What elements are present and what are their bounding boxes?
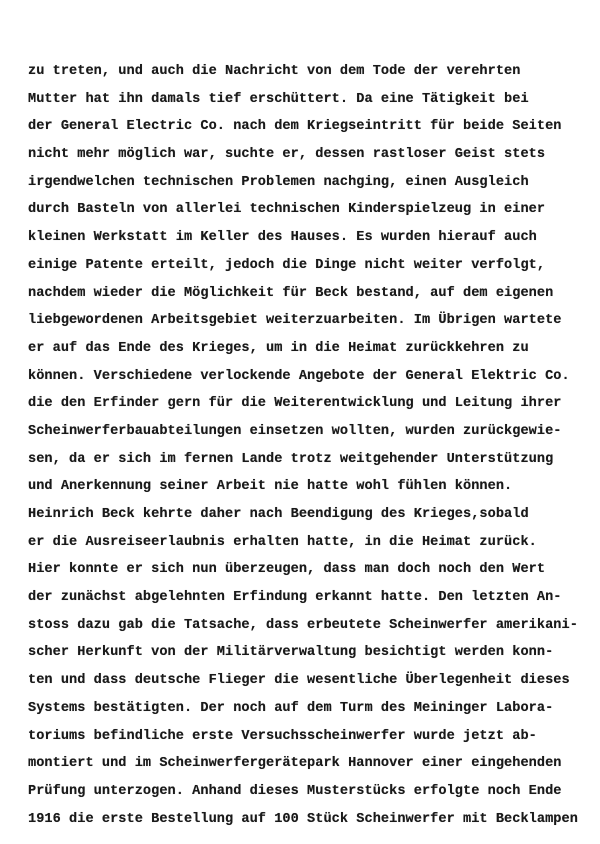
- text-line: sen, da er sich im fernen Lande trotz weitgehender Unterstützung: [28, 451, 554, 467]
- text-line: er die Ausreiseerlaubnis erhalten hatte, in die Heimat zurück.: [28, 534, 537, 550]
- text-line: einige Patente erteilt, jedoch die Dinge nicht weiter verfolgt,: [28, 257, 546, 273]
- text-line: Mutter hat ihn damals tief erschüttert. Da eine Tätigkeit bei: [28, 91, 529, 107]
- text-line: 1916 die erste Bestellung auf 100 Stück Scheinwerfer mit Becklampen: [28, 811, 578, 827]
- text-line: scher Herkunft von der Militärverwaltung besichtigt werden konn-: [28, 645, 554, 661]
- text-line: der General Electric Co. nach dem Kriegseintritt für beide Seiten: [28, 119, 562, 135]
- text-line: durch Basteln von allerlei technischen Kinderspielzeug in einer: [28, 202, 546, 218]
- text-line: nicht mehr möglich war, suchte er, dessen rastloser Geist stets: [28, 147, 546, 163]
- text-line: Systems bestätigten. Der noch auf dem Turm des Meininger Labora-: [28, 700, 554, 716]
- text-line: stoss dazu gab die Tatsache, dass erbeutete Scheinwerfer amerikani-: [28, 617, 578, 633]
- text-line: toriums befindliche erste Versuchsscheinwerfer wurde jetzt ab-: [28, 728, 537, 744]
- text-line: Hier konnte er sich nun überzeugen, dass man doch noch den Wert: [28, 562, 546, 578]
- text-line: Heinrich Beck kehrte daher nach Beendigung des Krieges,sobald: [28, 507, 529, 522]
- text-line: und Anerkennung seiner Arbeit nie hatte wohl fühlen können.: [28, 479, 513, 495]
- body-text: [28, 58, 588, 833]
- text-line: zu treten, und auch die Nachricht von dem Tode der verehrten: [28, 64, 521, 79]
- text-line: montiert und im Scheinwerfergerätepark Hannover einer eingehenden: [28, 756, 562, 772]
- text-line: ten und dass deutsche Flieger die wesentliche Überlegenheit dieses: [28, 673, 570, 689]
- text-line: Scheinwerferbauabteilungen einsetzen wollten, wurden zurückgewie-: [28, 423, 562, 439]
- text-line: kleinen Werkstatt im Keller des Hauses. Es wurden hierauf auch: [28, 230, 537, 246]
- text-line: nachdem wieder die Möglichkeit für Beck bestand, auf dem eigenen: [28, 285, 554, 301]
- text-line: können. Verschiedene verlockende Angebote der General Elektric Co.: [28, 368, 570, 384]
- text-line: er auf das Ende des Krieges, um in die Heimat zurückkehren zu: [28, 340, 529, 356]
- text-line: liebgewordenen Arbeitsgebiet weiterzuarbeiten. Im Übrigen wartete: [28, 313, 562, 329]
- text-line: die den Erfinder gern für die Weiterentwicklung und Leitung ihrer: [28, 396, 562, 412]
- text-line: Prüfung unterzogen. Anhand dieses Musterstücks erfolgte noch Ende: [28, 783, 562, 799]
- text-line: irgendwelchen technischen Problemen nachging, einen Ausgleich: [28, 174, 529, 190]
- text-line: der zunächst abgelehnten Erfindung erkannt hatte. Den letzten An-: [28, 590, 562, 606]
